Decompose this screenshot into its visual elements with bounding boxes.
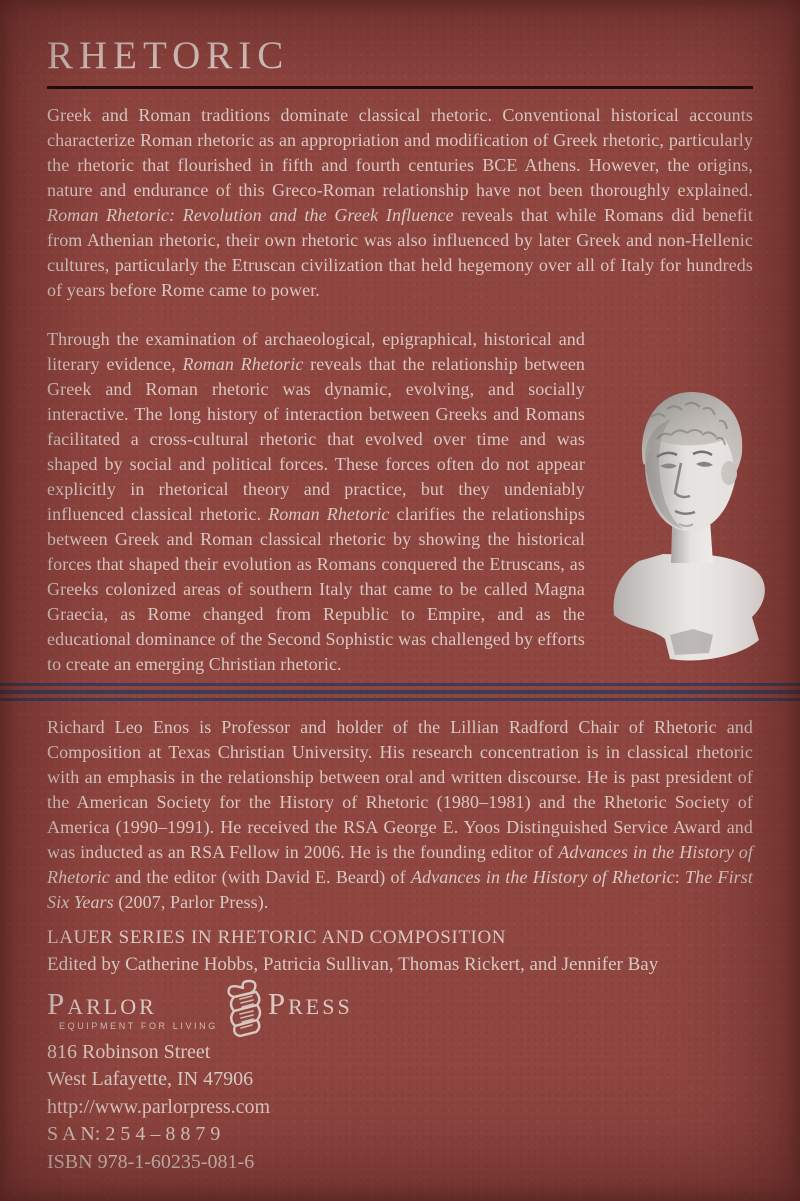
title-rule	[47, 86, 753, 89]
publisher-isbn: ISBN 978-1-60235-081-6	[47, 1150, 255, 1173]
publisher-san: S A N: 2 5 4 – 8 8 7 9	[47, 1123, 221, 1146]
publisher-address-line-1: 816 Robinson Street	[47, 1040, 211, 1063]
author-bio: Richard Leo Enos is Professor and holder of the Lillian Radford Chair of Rhetoric and Composition at Texas Christian University. His research concentration is in classical rhetoric with an emphasis in the relationship between oral and written discourse. He is past president of the American Society for the History of Rhetoric (1980–1981) and the Rhetoric Society of America (1990–1991). He received the RSA George E. Yoos Distinguished Service Award and was inducted as an RSA Fellow in 2006. He is the founding editor of Advances in the History of Rhetoric and the editor (with David E. Beard) of Advances in the History of Rhetoric: The First Six Years (2007, Parlor Press).	[47, 716, 753, 912]
publisher-logo	[47, 985, 753, 1037]
section-divider	[0, 683, 800, 701]
publisher-address-block	[47, 1039, 753, 1177]
series-editors: Edited by Catherine Hobbs, Patricia Sullivan, Thomas Rickert, and Jennifer Bay	[47, 953, 659, 975]
publisher-wordmark-parlor: Parlor	[47, 985, 157, 1021]
series-title: LAUER SERIES IN RHETORIC AND COMPOSITION	[47, 926, 507, 948]
publisher-address-line-2: West Lafayette, IN 47906	[47, 1068, 254, 1091]
publisher-wordmark-press: Press	[267, 985, 353, 1021]
publisher-tagline: EQUIPMENT FOR LIVING	[59, 1020, 218, 1031]
cover-title: RHETORIC	[47, 34, 290, 77]
scroll-icon	[216, 979, 270, 1037]
marble-bust-image	[601, 377, 781, 662]
blurb-paragraph-1: Greek and Roman traditions dominate classical rhetoric. Conventional historical accounts characterize Roman rhetoric as an appropriation and modification of Greek rhetoric, particularly the rhetoric that flourished in fifth and fourth centuries BCE Athens. However, the origins, nature and endurance of this Greco-Roman relationship have not been thoroughly explained. Roman Rhetoric: Revolution and the Greek Influence reveals that while Romans did benefit from Athenian rhetoric, their own rhetoric was also influenced by later Greek and non-Hellenic cultures, particularly the Etruscan civilization that held hegemony over all of Italy for hundreds of years before Rome came to power.	[47, 104, 753, 300]
publisher-url: http://www.parlorpress.com	[47, 1095, 271, 1118]
blurb-paragraph-2: Through the examination of archaeological, epigraphical, historical and literary evidence, Roman Rhetoric reveals that the relationship between Greek and Roman rhetoric was dynamic, evolving, and socially interactive. The long history of interaction between Greeks and Romans facilitated a cross-cultural rhetoric that evolved over time and was shaped by social and political forces. These forces often do not appear explicitly in rhetorical theory and practice, but they undeniably influenced classical rhetoric. Roman Rhetoric clarifies the relationships between Greek and Roman classical rhetoric by showing the historical forces that shaped their evolution as Romans conquered the Etruscans, as Greeks colonized areas of southern Italy that came to be called Magna Graecia, as Rome changed from Republic to Empire, and as the educational dominance of the Second Sophistic was challenged by efforts to create an emerging Christian rhetoric.	[47, 327, 753, 677]
